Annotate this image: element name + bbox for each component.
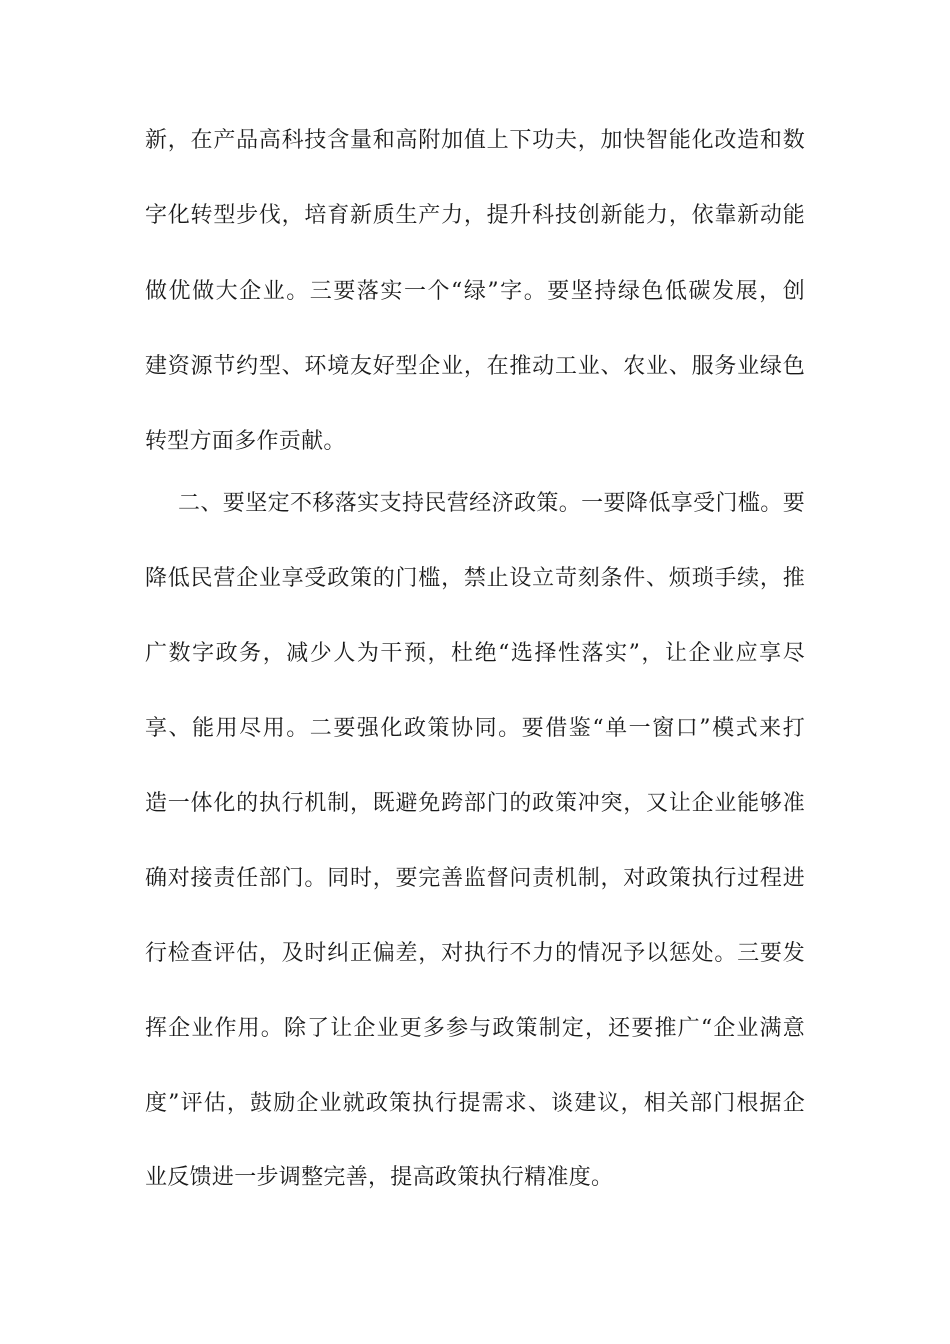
paragraph-1-line-3: 做优做大企业。三要落实一个“绿”字。要坚持绿色低碳发展，创 [145, 279, 805, 304]
paragraph-2-line-2: 降低民营企业享受政策的门槛，禁止设立苛刻条件、烦琐手续，推 [145, 566, 805, 591]
paragraph-1-line-5: 转型方面多作贡献。 [145, 429, 346, 454]
paragraph-2-line-4: 享、能用尽用。二要强化政策协同。要借鉴“单一窗口”模式来打 [145, 716, 805, 741]
paragraph-1-line-2: 字化转型步伐，培育新质生产力，提升科技创新能力，依靠新动能 [145, 203, 805, 228]
paragraph-2-line-10: 业反馈进一步调整完善，提高政策执行精准度。 [145, 1165, 614, 1190]
paragraph-2-line-6: 确对接责任部门。同时，要完善监督问责机制，对政策执行过程进 [145, 866, 805, 891]
paragraph-2-line-5: 造一体化的执行机制，既避免跨部门的政策冲突，又让企业能够准 [145, 791, 805, 816]
paragraph-2-line-1: 二、要坚定不移落实支持民营经济政策。一要降低享受门槛。要 [178, 491, 805, 516]
paragraph-1-line-1: 新，在产品高科技含量和高附加值上下功夫，加快智能化改造和数 [145, 128, 805, 153]
paragraph-2-line-3: 广数字政务，减少人为干预，杜绝“选择性落实”，让企业应享尽 [145, 641, 805, 666]
paragraph-2-line-8: 挥企业作用。除了让企业更多参与政策制定，还要推广“企业满意 [145, 1016, 805, 1041]
paragraph-2-line-7: 行检查评估，及时纠正偏差，对执行不力的情况予以惩处。三要发 [145, 941, 805, 966]
paragraph-2-line-9: 度”评估，鼓励企业就政策执行提需求、谈建议，相关部门根据企 [145, 1091, 805, 1116]
paragraph-1-line-4: 建资源节约型、环境友好型企业，在推动工业、农业、服务业绿色 [145, 354, 805, 379]
